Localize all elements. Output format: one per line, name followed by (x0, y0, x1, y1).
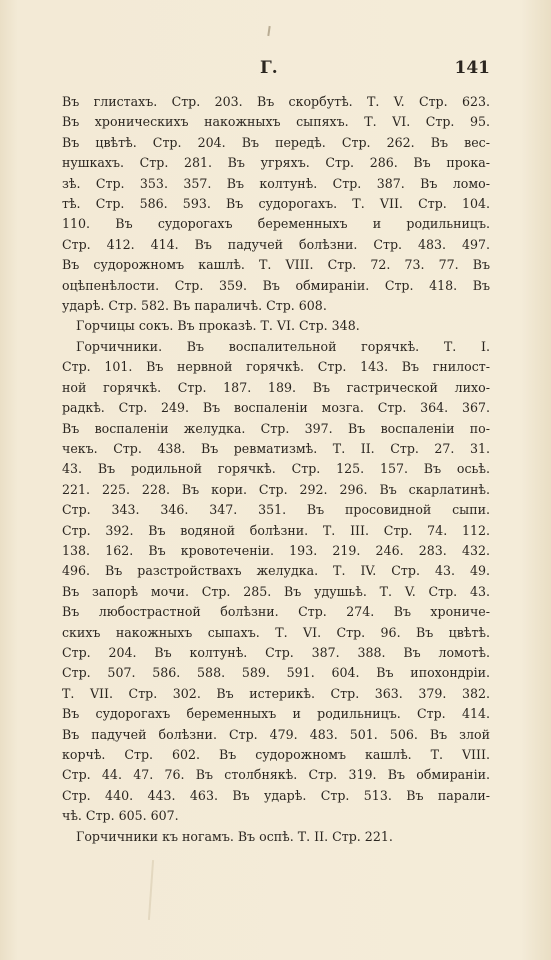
text-line: 110. Въ судорогахъ беременныхъ и родильницъ. (62, 216, 490, 232)
text-line: оцѣпенѣлости. Стр. 359. Въ обмираніи. Стр. 418. Въ (62, 277, 490, 293)
text-line: Въ судорогахъ беременныхъ и родильницъ. Стр. 414. (62, 706, 490, 722)
text-line: ударѣ. Стр. 582. Въ параличѣ. Стр. 608. (62, 298, 327, 314)
text-line: скихъ накожныхъ сыпахъ. Т. VI. Стр. 96. Въ цвѣтѣ. (62, 624, 490, 640)
index-text (62, 92, 490, 847)
paper-mark (267, 26, 270, 36)
text-line: Стр. 412. 414. Въ падучей болѣзни. Стр. 483. 497. (62, 236, 490, 252)
text-line: Горчичники къ ногамъ. Въ оспѣ. Т. II. Стр. 221. (76, 828, 393, 844)
paper-crease (148, 860, 154, 920)
text-line: чѣ. Стр. 605. 607. (62, 808, 179, 824)
text-line: чекъ. Стр. 438. Въ ревматизмѣ. Т. II. Стр. 27. 31. (62, 440, 490, 456)
page-header (60, 58, 490, 84)
text-line: Стр. 440. 443. 463. Въ ударѣ. Стр. 513. Въ парали- (62, 787, 490, 803)
text-line: Горчицы сокъ. Въ проказѣ. Т. VI. Стр. 348. (76, 318, 360, 334)
text-line: Въ запорѣ мочи. Стр. 285. Въ удушьѣ. Т. V. Стр. 43. (62, 583, 490, 599)
text-line: Горчичники. Въ воспалительной горячкѣ. Т. I. (76, 338, 490, 354)
text-line: Въ хроническихъ накожныхъ сыпяхъ. Т. VI. Стр. 95. (62, 114, 490, 130)
text-line: 138. 162. Въ кровотеченіи. 193. 219. 246. 283. 432. (62, 542, 490, 558)
text-line: Стр. 343. 346. 347. 351. Въ просовидной сыпи. (62, 502, 490, 518)
text-line: нушкахъ. Стр. 281. Въ угряхъ. Стр. 286. Въ прока- (62, 155, 490, 171)
text-line: Въ судорожномъ кашлѣ. Т. VIII. Стр. 72. 73. 77. Въ (62, 257, 490, 273)
text-line: ной горячкѣ. Стр. 187. 189. Въ гастрической лихо- (62, 379, 490, 395)
text-line: 43. Въ родильной горячкѣ. Стр. 125. 157. Въ осьѣ. (62, 461, 490, 477)
text-line: Т. VII. Стр. 302. Въ истерикѣ. Стр. 363. 379. 382. (62, 685, 490, 701)
text-line: 221. 225. 228. Въ кори. Стр. 292. 296. Въ скарлатинѣ. (62, 481, 490, 497)
page-number: 141 (454, 58, 490, 78)
text-line: корчѣ. Стр. 602. Въ судорожномъ кашлѣ. Т. VIII. (62, 747, 490, 762)
text-line: 496. Въ разстройствахъ желудка. Т. IV. Стр. 43. 49. (62, 563, 490, 579)
text-line: Въ воспаленіи желудка. Стр. 397. Въ воспаленіи по- (62, 420, 490, 436)
text-line: Стр. 392. Въ водяной болѣзни. Т. III. Стр. 74. 112. (62, 522, 490, 538)
text-line: зѣ. Стр. 353. 357. Въ колтунѣ. Стр. 387. Въ ломо- (62, 175, 490, 191)
text-line: Въ любострастной болѣзни. Стр. 274. Въ хрониче- (62, 604, 490, 620)
text-line: тѣ. Стр. 586. 593. Въ судорогахъ. Т. VII. Стр. 104. (62, 196, 490, 212)
text-line: Въ падучей болѣзни. Стр. 479. 483. 501. 506. Въ злой (62, 726, 490, 742)
text-line: Стр. 204. Въ колтунѣ. Стр. 387. 388. Въ ломотѣ. (62, 644, 490, 660)
section-letter: Г. (260, 58, 278, 78)
text-line: Въ цвѣтѣ. Стр. 204. Въ передѣ. Стр. 262. Въ вес- (62, 134, 490, 150)
text-line: Стр. 101. Въ нервной горячкѣ. Стр. 143. Въ гнилост- (62, 359, 490, 375)
text-line: Стр. 44. 47. 76. Въ столбнякѣ. Стр. 319. Въ обмираніи. (62, 767, 490, 783)
text-line: Въ глистахъ. Стр. 203. Въ скорбутѣ. Т. V. Стр. 623. (62, 94, 490, 109)
text-line: Стр. 507. 586. 588. 589. 591. 604. Въ ипохондріи. (62, 665, 490, 681)
text-line: радкѣ. Стр. 249. Въ воспаленіи мозга. Стр. 364. 367. (62, 400, 490, 416)
